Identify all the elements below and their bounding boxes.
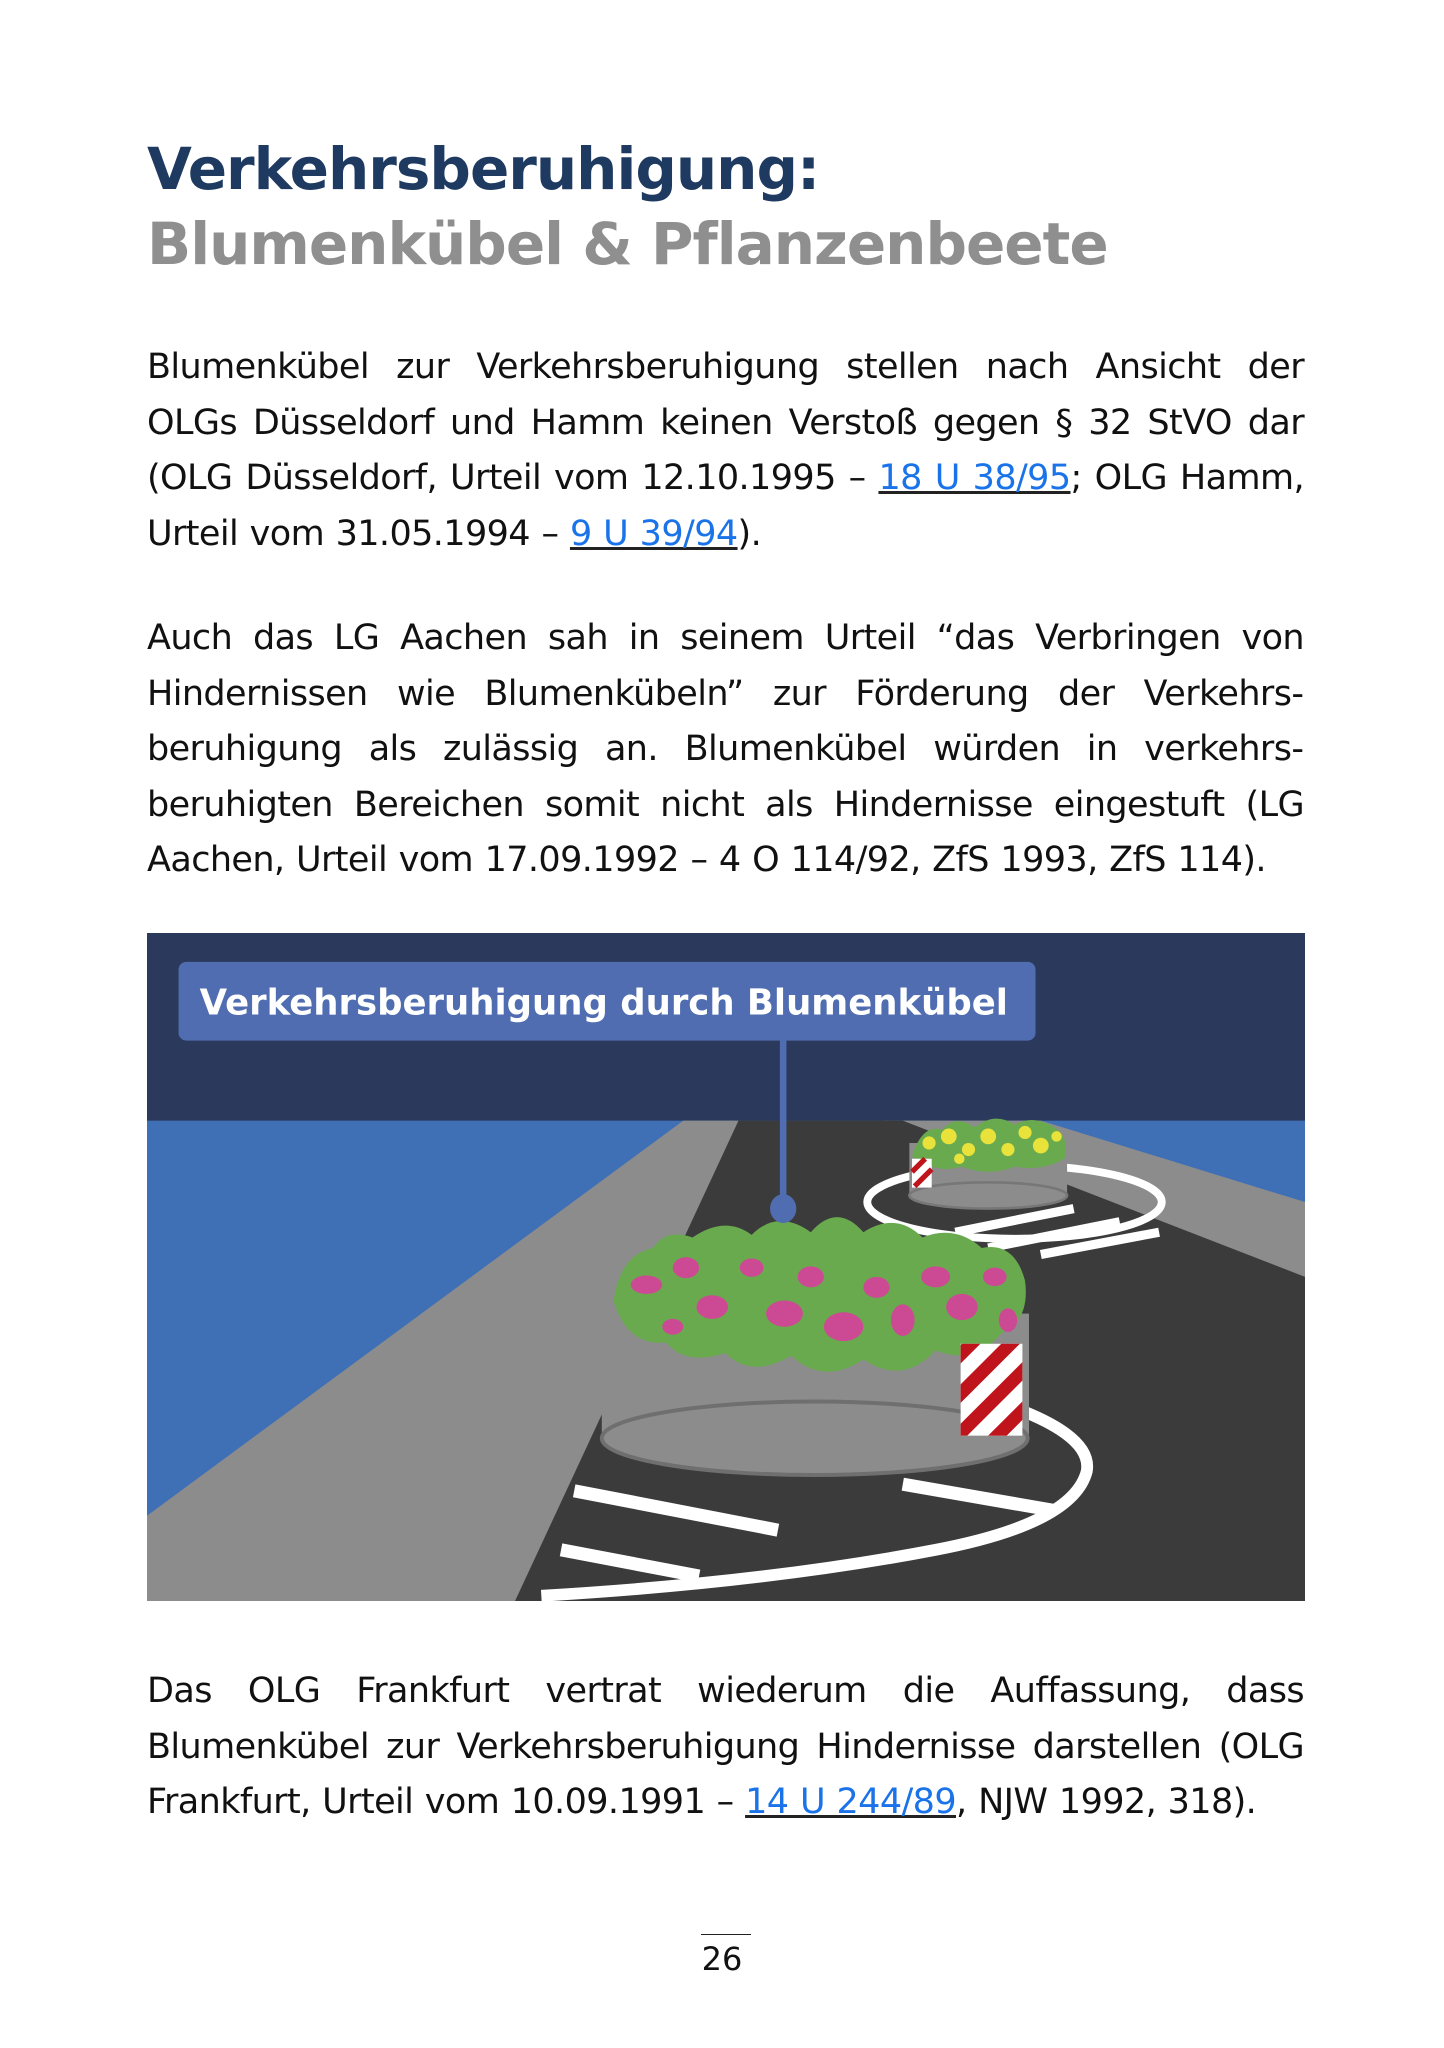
paragraph-text: ; OLG Hamm, Urteil vom 31.05.1994 – [147,458,1304,554]
callout-label: Verkehrsberuhigung durch Blumenkübel [199,982,1008,1024]
paragraph-text: ). [737,513,762,554]
callout-dot [770,1194,796,1223]
near-planter [602,1217,1041,1475]
page-subtitle: Blumenkübel & Pflanzenbeete [147,210,1108,278]
paragraph-olg-frankfurt [147,1664,1304,1831]
case-link-18-u-38-95[interactable]: 18 U 38/95 [878,458,1071,498]
paragraph-text: Das OLG Frankfurt vertrat wiederum die Auffassung, dass Blumenkübel zur Verkehrsberuhigung Hindernisse darstellen (OLG Frankfurt, Urteil vom 10.09.1991 – [147,1671,1304,1822]
far-planter [909,1119,1067,1209]
illustration-flower-tubs [147,933,1305,1601]
page-title: Verkehrsberuhigung: [147,135,820,203]
street-scene-illustration [147,933,1305,1601]
paragraph-lg-aachen: Auch das LG Aachen sah in seinem Urteil “das Verbringen von Hindernissen wie Blumenkübeln” zur Förderung der Verkehrsberuhigung als zulässig an. Blumenkübel würden in verkehrsberuhigten Bereichen somit nicht als Hindernisse eingestuft (LG Aachen, Urteil vom 17.09.1992 – 4 O 114/92, ZfS 1993, ZfS 114). [147,618,1304,880]
paragraph-olg-duesseldorf-hamm [147,340,1304,562]
case-link-9-u-39-94[interactable]: 9 U 39/94 [569,513,738,554]
page-number-rule [701,1934,751,1935]
case-link-14-u-244-89[interactable]: 14 U 244/89 [745,1782,957,1822]
page-number: 26 [701,1940,743,1978]
paragraph-text: Blumenkübel zur Verkehrsberuhigung stellen nach Ansicht der OLGs Düsseldorf und Hamm keinen Verstoß gegen § 32 StVO dar (OLG Düsseldorf, Urteil vom 12.10.1995 – [147,347,1304,498]
paragraph-text: , NJW 1992, 318). [956,1782,1257,1822]
